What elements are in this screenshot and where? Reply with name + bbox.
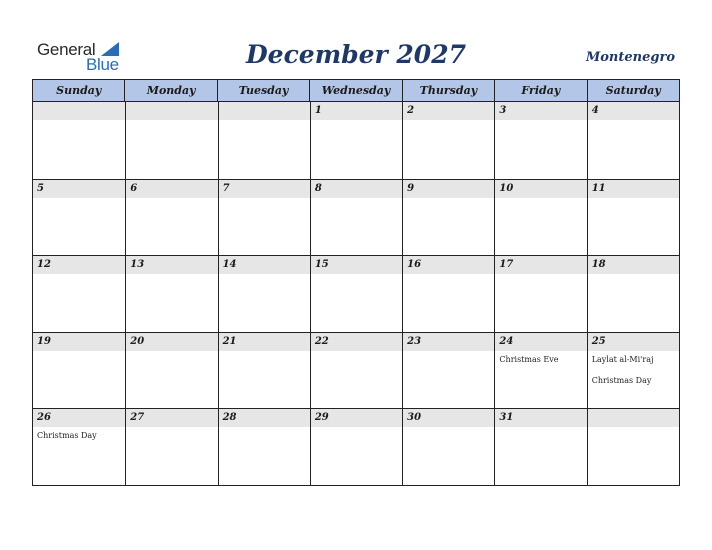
day-cell [33,255,125,332]
day-number: 17 [499,259,514,271]
day-number: 14 [222,259,237,271]
day-band [588,409,679,427]
day-band [126,102,217,120]
day-cell [587,255,679,332]
weekday-tuesday: Tuesday [217,80,309,101]
day-band [311,102,402,120]
calendar-title: December 2027 [245,40,466,69]
day-cell [402,332,494,409]
day-number: 25 [591,335,606,347]
weekday-sunday: Sunday [56,84,102,97]
day-number: 15 [314,259,329,271]
day-number: 16 [407,259,422,271]
day-number: 29 [314,412,329,424]
day-number: 10 [499,182,514,194]
day-band [403,102,494,120]
day-number: 31 [499,412,514,424]
day-cell [218,408,310,485]
day-cell [494,179,586,256]
day-cell [587,102,679,179]
day-number: 6 [130,182,138,194]
calendar-grid [32,79,680,486]
day-number: 11 [591,182,606,194]
weekday-header-row [33,80,679,102]
day-cell [587,332,679,409]
day-number: 21 [222,335,237,347]
day-number: 5 [37,182,44,194]
day-cell [402,255,494,332]
day-number: 8 [314,182,322,194]
day-number: 19 [37,335,51,347]
day-cell [310,408,402,485]
day-number: 13 [130,259,145,271]
day-cell [587,408,679,485]
day-cell [402,102,494,179]
day-cell [310,179,402,256]
day-number: 1 [314,105,322,116]
day-cell [125,332,217,409]
day-number: 24 [499,335,514,347]
day-number: 27 [130,412,145,424]
day-band [33,180,125,198]
day-number: 9 [407,182,415,194]
day-band [311,180,402,198]
day-cell [494,332,586,409]
day-cell [33,179,125,256]
day-number: 3 [499,105,507,116]
day-cell [494,408,586,485]
day-cell [125,179,217,256]
day-band [126,180,217,198]
day-number: 4 [591,105,599,116]
day-band [495,102,586,120]
logo-word-general: General [37,40,96,59]
day-number: 2 [407,105,415,116]
day-number: 28 [222,412,237,424]
holiday-label: Christmas Eve [499,354,559,364]
day-cell [125,408,217,485]
day-cell [33,408,125,485]
holiday-label: Christmas Day [591,375,652,385]
day-cell [402,408,494,485]
logo-word-blue: Blue [86,55,119,74]
weekday-monday: Monday [124,80,216,101]
day-cell [125,255,217,332]
day-cell [218,255,310,332]
weekday-saturday: Saturday [587,80,679,101]
day-cell [494,102,586,179]
day-band [588,102,679,120]
day-number: 23 [407,335,422,347]
day-cell [218,179,310,256]
day-cells [33,102,679,485]
day-cell [310,332,402,409]
day-number: 26 [37,412,51,424]
day-number: 22 [314,335,329,347]
holiday-label: Laylat al-Mi'raj [591,354,654,364]
weekday-friday: Friday [494,80,586,101]
day-number: 12 [37,259,51,271]
day-band [219,180,310,198]
weekday-thursday: Thursday [402,80,494,101]
day-number: 18 [591,259,606,271]
day-cell [218,102,310,179]
day-cell [310,102,402,179]
day-number: 30 [407,412,422,424]
country-label: Montenegro [585,50,675,65]
day-band [219,102,310,120]
holiday-label: Christmas Day [37,431,97,441]
day-cell [125,102,217,179]
day-cell [402,179,494,256]
day-band [403,180,494,198]
day-cell [33,102,125,179]
day-cell [218,332,310,409]
weekday-wednesday: Wednesday [309,80,401,101]
day-number: 7 [222,182,230,194]
day-cell [494,255,586,332]
day-band [33,102,125,120]
day-cell [587,179,679,256]
day-cell [310,255,402,332]
day-cell [33,332,125,409]
day-number: 20 [130,335,145,347]
